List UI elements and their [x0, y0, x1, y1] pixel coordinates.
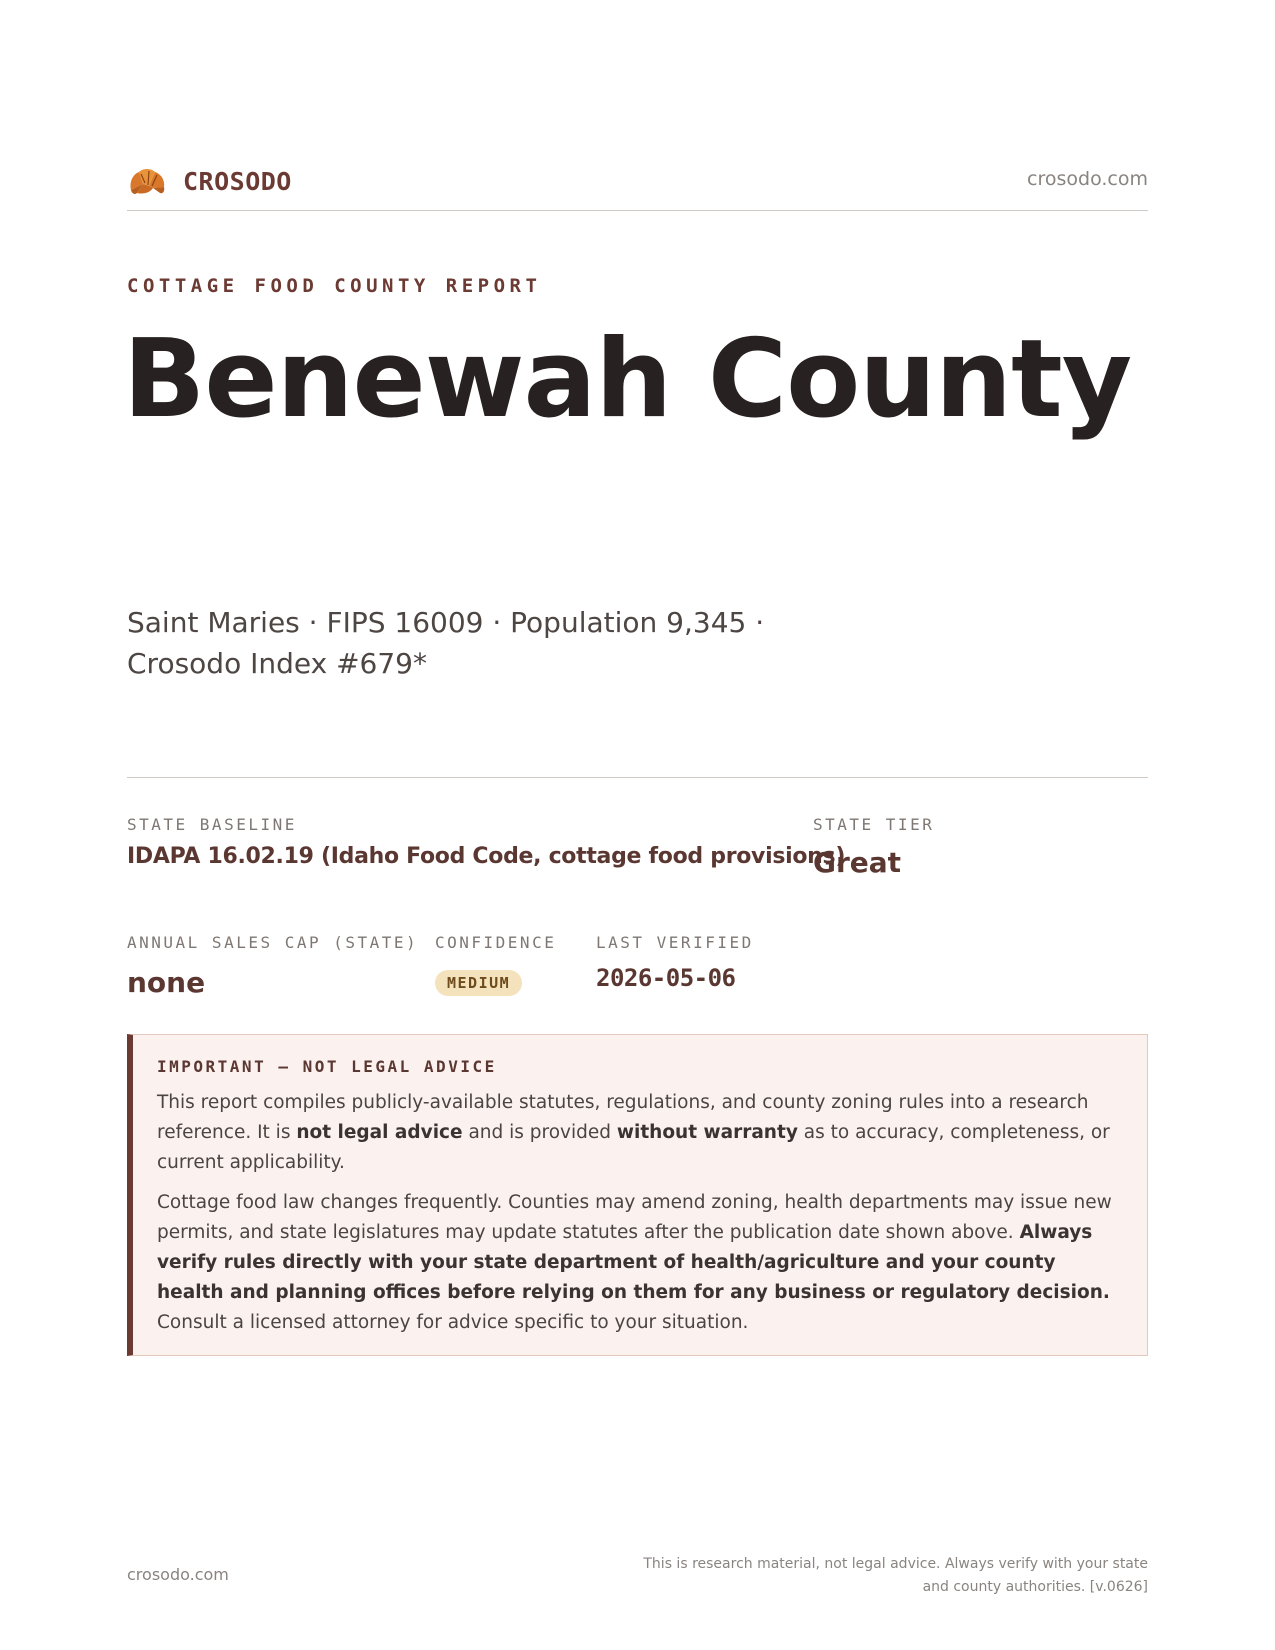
- report-eyebrow: COTTAGE FOOD COUNTY REPORT: [127, 275, 542, 297]
- sales-cap-field: [127, 933, 418, 999]
- last-verified-value: 2026-05-06: [596, 964, 736, 992]
- notice-text: This report compiles publicly-available statutes, regulations, and county zoning rules into a research reference. It is: [157, 1092, 1089, 1143]
- brand: [127, 160, 292, 202]
- county-subtitle: Saint Maries · FIPS 16009 · Population 9,345 · Crosodo Index #679*: [127, 606, 765, 680]
- notice-text: as to accuracy, completeness, or current applicability.: [157, 1122, 1110, 1173]
- last-verified-field: [596, 933, 754, 992]
- notice-text: Cottage food law changes frequently. Counties may amend zoning, health departments may issue new permits, and state legislatures may update statutes after the publication date shown above.: [157, 1192, 1112, 1243]
- croissant-icon: [127, 160, 169, 202]
- notice-paragraph-2: [157, 1188, 1123, 1338]
- notice-paragraph-1: [157, 1088, 1123, 1178]
- notice-title: IMPORTANT — NOT LEGAL ADVICE: [157, 1057, 497, 1076]
- notice-text: and is provided: [462, 1122, 617, 1143]
- notice-emphasis: Always verify rules directly with your state department of health/agriculture and your county health and planning offices before relying on them for any business or regulatory decision.: [157, 1222, 1110, 1303]
- section-divider: [127, 777, 1148, 778]
- footer-site-url[interactable]: crosodo.com: [127, 1565, 229, 1584]
- state-tier-field: [813, 815, 934, 879]
- notice-emphasis: without warranty: [616, 1122, 798, 1143]
- page-header: [127, 160, 1148, 210]
- report-page: [123, 0, 1148, 1650]
- confidence-badge: MEDIUM: [435, 970, 522, 996]
- state-tier-value: Great: [813, 846, 902, 879]
- last-verified-label: LAST VERIFIED: [596, 933, 754, 952]
- brand-name: CROSODO: [183, 166, 292, 196]
- notice-text: Consult a licensed attorney for advice specific to your situation.: [157, 1312, 749, 1333]
- page-title: Benewah County: [123, 317, 1132, 442]
- site-url-link[interactable]: crosodo.com: [1027, 168, 1148, 190]
- sales-cap-label: ANNUAL SALES CAP (STATE): [127, 933, 419, 952]
- header-divider: [127, 210, 1148, 211]
- confidence-label: CONFIDENCE: [435, 933, 557, 952]
- state-tier-label: STATE TIER: [813, 815, 935, 834]
- state-baseline-field: [127, 815, 845, 869]
- confidence-field: [435, 933, 556, 996]
- footer-disclaimer: This is research material, not legal advice. Always verify with your state and county authorities. [v.0626]: [643, 1556, 1148, 1595]
- legal-notice: [127, 1034, 1148, 1356]
- state-baseline-label: STATE BASELINE: [127, 815, 297, 834]
- notice-emphasis: not legal advice: [296, 1122, 463, 1143]
- sales-cap-value: none: [127, 966, 206, 999]
- state-baseline-value: IDAPA 16.02.19 (Idaho Food Code, cottage food provisions): [127, 844, 846, 869]
